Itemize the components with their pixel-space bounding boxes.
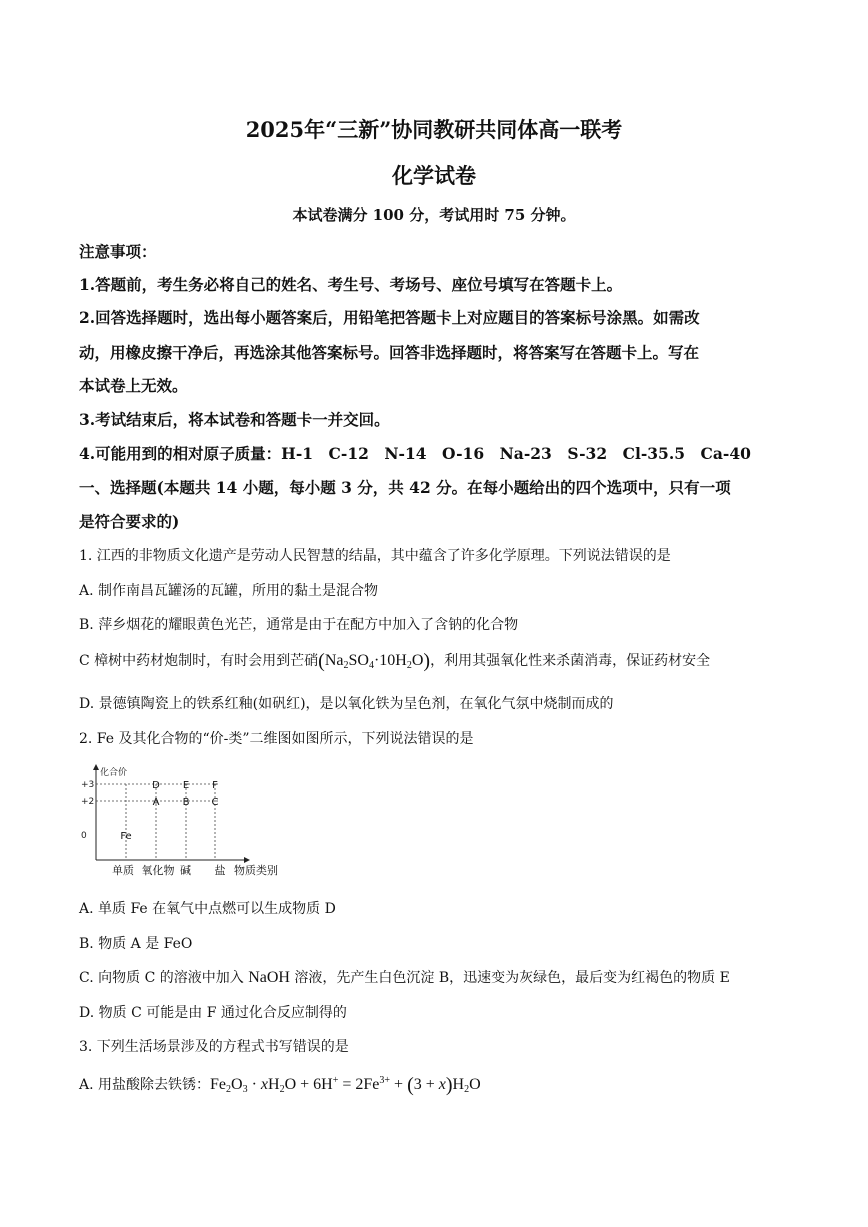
x-tick-label: 单质 [112,864,134,877]
section-1-heading-line-2: 是符合要求的) [79,512,180,531]
exam-title: 2025年“三新”协同教研共同体高一联考 [245,117,623,142]
q3-option-a-prefix: A. 用盐酸除去铁锈： [79,1077,211,1093]
q2-option-d: D. 物质 C 可能是由 F 通过化合反应制得的 [79,1005,347,1021]
notice-item-2-line-3: 本试卷上无效。 [79,376,188,395]
data-point-label: A [152,797,160,808]
q2-option-b: B. 物质 A 是 FeO [79,936,193,952]
data-point-label: D [152,780,160,791]
q2-option-c-prefix: C. 向物质 C 的溶液中加入 [79,970,249,986]
q2-option-c [79,967,730,987]
notice-item-2-line-2: 动，用橡皮擦干净后，再选涂其他答案标号。回答非选择题时，将答案写在答题卡上。写在 [79,343,700,362]
q1-option-c-formula: $(Na_2SO_4\cdot 10H_2O)$ [318,650,431,672]
q1-stem: 1. 江西的非物质文化遗产是劳动人民智慧的结晶，其中蕴含了许多化学原理。下列说法错误的是 [79,548,671,564]
notice-item-1: 1.答题前，考生务必将自己的姓名、考生号、考场号、座位号填写在答题卡上。 [79,275,623,294]
exam-score-note: 本试卷满分 100 分，考试用时 75 分钟。 [292,206,576,224]
q1-option-c [79,650,710,673]
x-tick-label: 碱 [180,864,191,877]
y-axis-label: 化合价 [100,768,128,778]
chart-axes [93,764,250,863]
q2-option-a: A. 单质 Fe 在氧气中点燃可以生成物质 D [79,901,336,917]
chart-grid [96,784,220,860]
x-tick-label: 盐 [214,864,226,877]
q2-stem: 2. Fe 及其化合物的“价-类”二维图如图所示，下列说法错误的是 [79,731,474,747]
q3-option-a [79,1074,481,1097]
q1-option-b: B. 萍乡烟花的耀眼黄色光芒，通常是由于在配方中加入了含钠的化合物 [79,617,519,633]
q2-option-c-naoh: NaOH [248,969,290,986]
data-point-label: E [182,780,190,791]
y-tick-label: +2 [81,797,95,807]
y-tick-label: 0 [81,831,87,841]
q3-option-a-equation: $Fe_2O_3 \cdot xH_2O + 6H^+ = 2Fe^{3+} + (3 + x)H_2O$ [210,1074,481,1096]
x-tick-label: 氧化物 [141,864,175,877]
section-1-heading-line-1: 一、选择题(本题共 14 小题，每小题 3 分，共 42 分。在每小题给出的四个选项中，只有一项 [79,478,731,497]
data-points [120,780,218,842]
notice-item-4: 4.可能用到的相对原子质量：H-1 C-12 N-14 O-16 Na-23 S-32 Cl-35.5 Ca-40 [79,444,751,463]
y-tick-label: +3 [81,780,95,790]
x-tick-labels [112,862,278,878]
notice-heading: 注意事项： [79,242,157,261]
notice-item-3: 3.考试结束后，将本试卷和答题卡一并交回。 [79,410,390,429]
data-point-label: Fe [120,831,132,842]
y-tick-labels [81,780,94,841]
data-point-label: F [212,780,218,791]
y-axis-arrow-icon [93,764,99,770]
x-axis-label: 物质类别 [234,864,278,877]
exam-subject: 化学试卷 [392,163,476,188]
data-point-label: C [211,797,219,808]
fe-valence-class-chart [78,760,258,876]
q3-stem: 3. 下列生活场景涉及的方程式书写错误的是 [79,1039,349,1055]
q1-option-a: A. 制作南昌瓦罐汤的瓦罐，所用的黏土是混合物 [79,583,379,599]
notice-item-2-line-1: 2.回答选择题时，选出每小题答案后，用铅笔把答题卡上对应题目的答案标号涂黑。如需改 [79,308,700,327]
q1-option-c-prefix: C 樟树中药材炮制时，有时会用到芒硝 [79,653,319,669]
q2-option-c-suffix: 溶液，先产生白色沉淀 B，迅速变为灰绿色，最后变为红褐色的物质 E [289,970,730,986]
data-point-label: B [182,797,190,808]
q1-option-d: D. 景德镇陶瓷上的铁系红釉(如矾红)，是以氧化铁为呈色剂，在氧化气氛中烧制而成的 [79,696,614,712]
q1-option-c-suffix: ，利用其强氧化性来杀菌消毒，保证药材安全 [430,653,711,669]
